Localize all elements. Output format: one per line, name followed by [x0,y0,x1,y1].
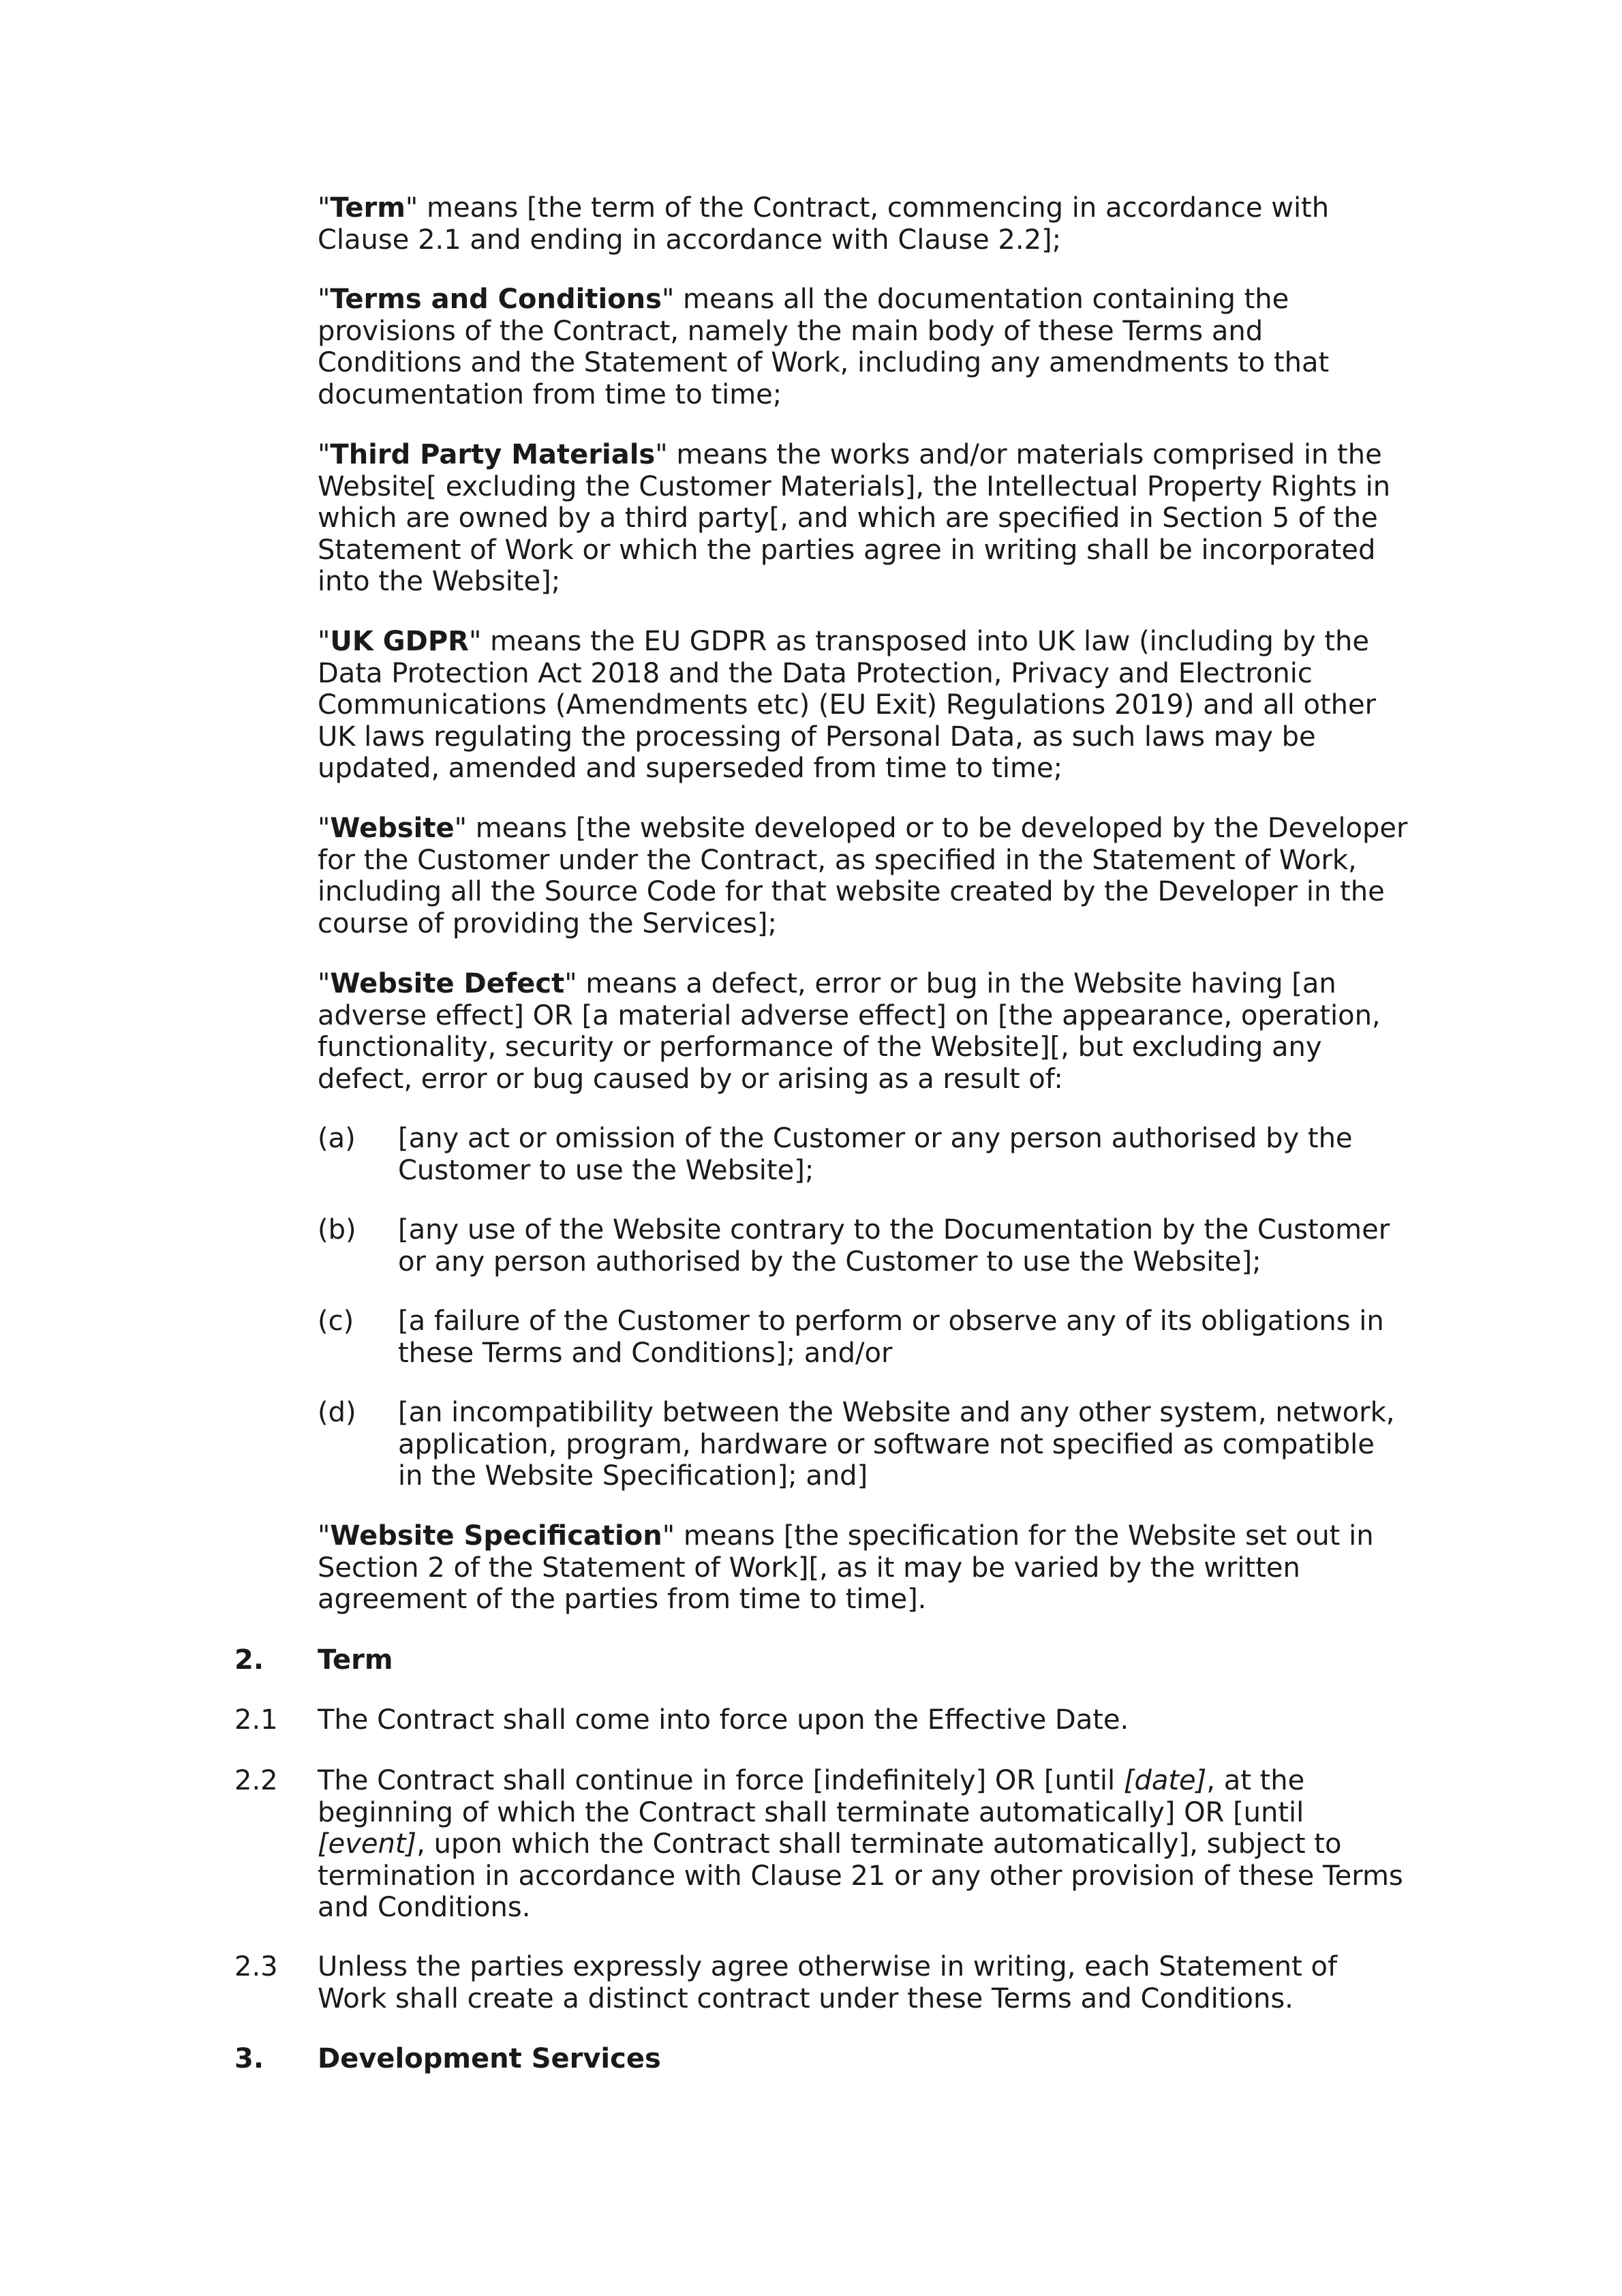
quote-open: " [318,284,331,315]
quote-open: " [318,626,331,657]
quote-close: " [661,284,675,315]
definition-website-defect [318,968,1408,1095]
defined-term: Terms and Conditions [330,284,662,315]
definition-website-specification [318,1520,1408,1616]
defined-term: Website Defect [330,968,565,999]
section-number: 3. [234,2043,264,2074]
clause-number: 2.1 [234,1704,278,1736]
definition-uk-gdpr [318,626,1408,785]
definition-text: means a defect, error or bug in the Website having [an adverse effect] OR [a material adverse effect] on [the appearance, operation, functionality, security or performance of the Website][, but excluding any defect, error or bug caused by or arising as a result of: [318,968,1381,1095]
sub-item-text: [any act or omission of the Customer or any person authorised by the Customer to use the Website]; [398,1123,1353,1186]
quote-open: " [318,439,331,470]
defined-term: Website Specification [330,1520,662,1552]
quote-close: " [662,1520,675,1552]
definition-terms-and-conditions [318,284,1408,410]
quote-open: " [318,968,331,999]
sub-item-text: [an incompatibility between the Website and any other system, network, application, program, hardware or software not specified as compatible in the Website Specification]; and] [398,1397,1395,1492]
definition-text: means the EU GDPR as transposed into UK law (including by the Data Protection Act 2018 and the Data Protection, Privacy and Electronic Communications (Amendments etc) (EU Exit) Regulations 2019) and all other UK laws regulating the processing of Personal Data, as such laws may be updated, amended and superseded from time to time; [318,626,1377,784]
quote-open: " [318,192,331,224]
definition-third-party-materials [318,439,1408,598]
defined-term: Term [330,192,406,224]
clause-number: 2.3 [234,1951,278,1982]
quote-close: " [405,192,418,224]
sub-item-label: (d) [318,1397,356,1428]
clause-text-part: , at the beginning of which the Contract shall terminate automatically] OR [until [318,1765,1305,1828]
section-number: 2. [234,1644,264,1676]
quote-close: " [655,439,668,470]
defined-term: Third Party Materials [330,439,656,470]
quote-close: " [564,968,577,999]
clause-text [318,1765,1408,1924]
sub-item-label: (a) [318,1123,356,1154]
definition-text: means all the documentation containing the provisions of the Contract, namely the main body of these Terms and Conditions and the Statement of Work, including any amendments to that documentation from time to time; [318,284,1330,410]
definition-term [318,192,1408,256]
quote-close: " [454,813,468,844]
quote-open: " [318,813,331,844]
sub-item-text: [any use of the Website contrary to the Documentation by the Customer or any person authorised by the Customer to use the Website]; [398,1214,1390,1278]
section-heading: Term [318,1644,393,1676]
definition-website [318,813,1408,939]
definition-text: means [the term of the Contract, commencing in accordance with Clause 2.1 and ending in accordance with Clause 2.2]; [318,192,1330,256]
definition-text: means [the website developed or to be developed by the Developer for the Customer under the Contract, as specified in the Statement of Work, including all the Source Code for that website created by the Developer in the course of providing the Services]; [318,813,1408,939]
clause-number: 2.2 [234,1765,278,1796]
definition-text: means the works and/or materials comprised in the Website[ excluding the Customer Materials], the Intellectual Property Rights in which are owned by a third party[, and which are specified in Section 5 of the Statement of Work or which the parties agree in writing shall be incorporated into the Website]; [318,439,1391,597]
section-heading: Development Services [318,2043,661,2074]
sub-item-label: (c) [318,1305,354,1337]
sub-item-label: (b) [318,1214,356,1245]
placeholder-date: [date] [1123,1765,1207,1796]
defined-term: Website [330,813,455,844]
placeholder-event: [event] [318,1828,417,1860]
defined-term: UK GDPR [330,626,469,657]
quote-close: " [468,626,482,657]
clause-text-part: The Contract shall continue in force [indefinitely] OR [until [318,1765,1124,1796]
clause-text: The Contract shall come into force upon the Effective Date. [318,1704,1129,1736]
quote-open: " [318,1520,331,1552]
clause-text: Unless the parties expressly agree otherwise in writing, each Statement of Work shall create a distinct contract under these Terms and Conditions. [318,1951,1338,2014]
sub-item-text: [a failure of the Customer to perform or observe any of its obligations in these Terms and Conditions]; and/or [398,1305,1384,1369]
definition-text: means [the specification for the Website set out in Section 2 of the Statement of Work][, as it may be varied by the written agreement of the parties from time to time]. [318,1520,1374,1615]
clause-text-part: , upon which the Contract shall terminate automatically], subject to termination in accordance with Clause 21 or any other provision of these Terms and Conditions. [318,1828,1403,1923]
